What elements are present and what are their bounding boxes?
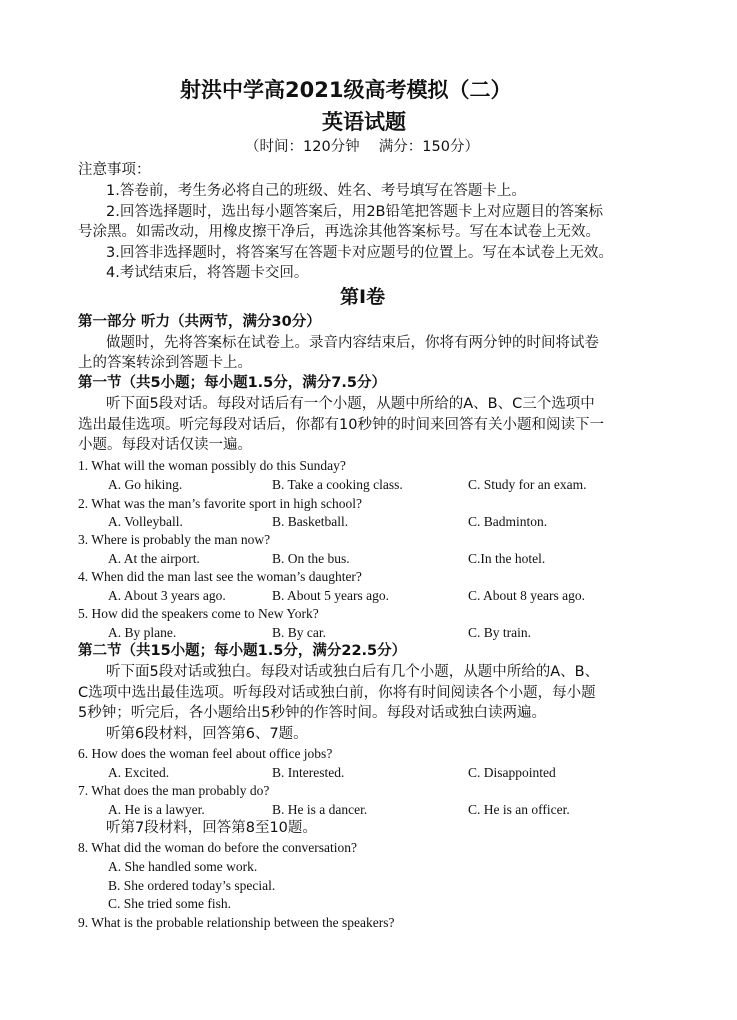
note-item: 1.答卷前，考生务必将自己的班级、姓名、考号填写在答题卡上。 [106,183,526,199]
option-c: C. By train. [468,625,531,640]
part1-heading: 第一部分 听力（共两节，满分30分） [78,314,321,330]
option-c: C.In the hotel. [468,551,546,566]
section2-intro: 5秒钟；听完后，各小题给出5秒钟的作答时间。每段对话或独白读两遍。 [78,705,546,721]
option-c: C. About 8 years ago. [468,588,585,603]
option-b: B. Interested. [272,765,345,780]
question-stem: 2. What was the man’s favorite sport in high school? [78,496,362,511]
option-c: C. She tried some fish. [108,896,231,911]
question-stem: 9. What is the probable relationship between the speakers? [78,915,395,930]
option-b: B. Take a cooking class. [272,477,403,492]
section1-intro: 小题。每段对话仅读一遍。 [78,437,252,453]
option-b: B. She ordered today’s special. [108,878,276,893]
option-a: A. Go hiking. [108,477,183,492]
option-c: C. Study for an exam. [468,477,587,492]
part1-intro: 上的答案转涂到答题卡上。 [78,355,252,371]
option-b: B. He is a dancer. [272,802,368,817]
section2-heading: 第二节（共15小题；每小题1.5分，满分22.5分） [78,643,407,659]
option-b: B. About 5 years ago. [272,588,389,603]
option-a: A. She handled some work. [108,859,258,874]
option-b: B. By car. [272,625,326,640]
option-b: B. Basketball. [272,514,349,529]
section1-intro: 选出最佳选项。听完每段对话后，你都有10秒钟的时间来回答有关小题和阅读下一 [78,417,604,433]
option-c: C. Badminton. [468,514,548,529]
section2-intro: 听下面5段对话或独白。每段对话或独白后有几个小题，从题中所给的A、B、 [106,664,600,680]
question-stem: 7. What does the man probably do? [78,783,270,798]
option-a: A. By plane. [108,625,177,640]
question-stem: 8. What did the woman do before the conversation? [78,840,358,855]
volume-heading: 第Ⅰ卷 [340,286,386,308]
question-stem: 3. Where is probably the man now? [78,532,271,547]
note-item: 2.回答选择题时，选出每小题答案后，用2B铅笔把答题卡上对应题目的答案标 [106,204,604,220]
listen-instruction: 听第7段材料，回答第8至10题。 [106,820,317,836]
question-stem: 1. What will the woman possibly do this Sunday? [78,458,346,473]
option-a: A. About 3 years ago. [108,588,226,603]
time-info: （时间：120分钟 满分：150分） [245,139,479,155]
question-stem: 4. When did the man last see the woman’s daughter? [78,569,362,584]
section1-intro: 听下面5段对话。每段对话后有一个小题，从题中所给的A、B、C三个选项中 [106,396,595,412]
option-a: A. Volleyball. [108,514,183,529]
option-c: C. He is an officer. [468,802,570,817]
note-item: 3.回答非选择题时，将答案写在答题卡对应题号的位置上。写在本试卷上无效。 [106,245,613,261]
section2-intro: C选项中选出最佳选项。听每段对话或独白前，你将有时间阅读各个小题，每小题 [78,685,596,701]
note-item: 4.考试结束后，将答题卡交回。 [106,265,309,281]
notes-heading: 注意事项： [78,162,151,178]
listen-instruction: 听第6段材料，回答第6、7题。 [106,726,308,742]
option-c: C. Disappointed [468,765,556,780]
exam-subtitle: 英语试题 [322,110,406,134]
option-a: A. He is a lawyer. [108,802,205,817]
section1-heading: 第一节（共5小题；每小题1.5分，满分7.5分） [78,375,386,391]
note-item: 号涂黑。如需改动，用橡皮擦干净后，再选涂其他答案标号。写在本试卷上无效。 [78,224,600,240]
question-stem: 5. How did the speakers come to New York? [78,606,319,621]
question-stem: 6. How does the woman feel about office jobs? [78,746,333,761]
option-b: B. On the bus. [272,551,350,566]
option-a: A. At the airport. [108,551,200,566]
part1-intro: 做题时，先将答案标在试卷上。录音内容结束后，你将有两分钟的时间将试卷 [106,335,599,351]
option-a: A. Excited. [108,765,170,780]
exam-title: 射洪中学高2021级高考模拟（二） [180,78,512,102]
